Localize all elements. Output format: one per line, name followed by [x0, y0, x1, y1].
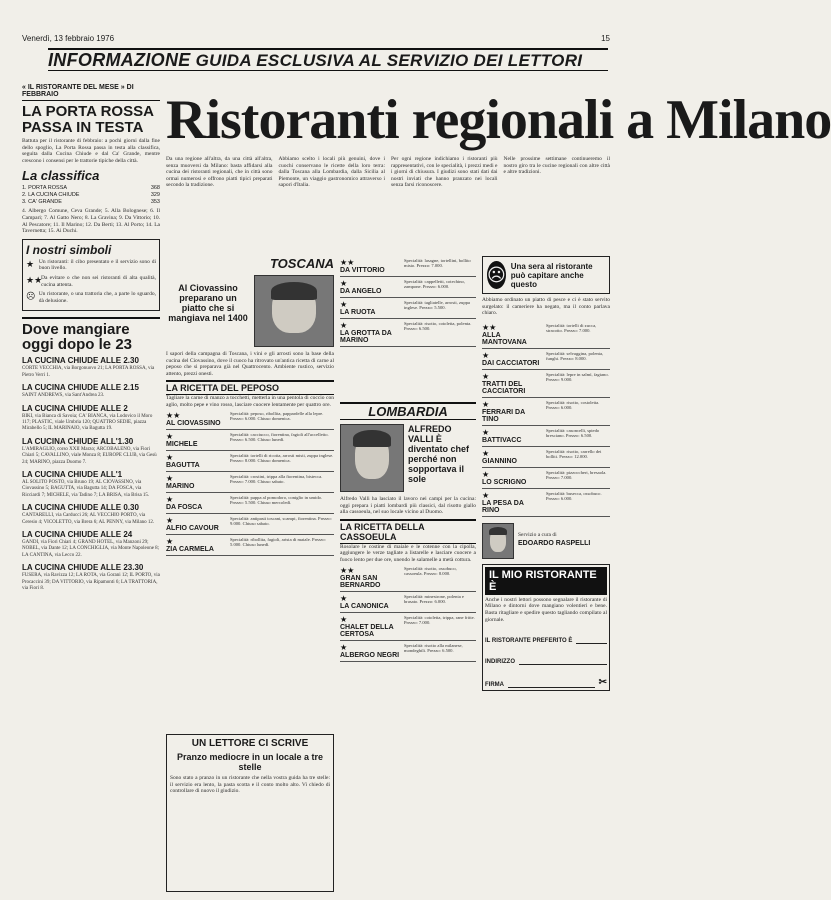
- restaurant-entry: ★★ AL CIOVASSINO Specialità: peposo, ribollita, pappardelle alla lepre. Prezzo: 6.000. Chiuso domenica.: [166, 409, 334, 430]
- lettore-title: UN LETTORE CI SCRIVE: [191, 738, 309, 749]
- restaurant-entry: ★ MICHELE Specialità: cacciucco, fiorentina, fagioli all'uccelletto. Prezzo: 6.500. Chiuso lunedì.: [166, 430, 334, 451]
- restaurant-entry: ★ MARINO Specialità: crostini, trippa alla fiorentina, bistecca. Prezzo: 7.000. Chiuso sabato.: [166, 472, 334, 493]
- group-entries: CORTE VECCHIA, via Borgonuovo 21; LA PORTA ROSSA, via Pietro Verri 1.: [22, 366, 155, 378]
- group-entries: GANDI, via Fiori Chiari 4; GRAND HOTEL, via Manzoni 29; NOBEL, via Dante 12; LA CONCHIGLIA, via Monte Napoleone 8; LA CANTINA, via Lecco 22.: [22, 540, 160, 558]
- mio-body: Anche i nostri lettori possono segnalare il ristorante di Milano e dintorni dove mangiano volentieri e bene. Basta ritagliare e spedire questo tagliando compilato al giornale.: [485, 596, 607, 623]
- rating-stars-icon: ★: [166, 515, 174, 525]
- rating-stars-icon: ★: [340, 321, 348, 330]
- group-title: LA CUCINA CHIUDE ALLE 0.30: [22, 503, 139, 513]
- sad-face-icon: ☹: [487, 261, 506, 289]
- intro-col: Nelle prossime settimane continueremo il nostro giro tra le cucine regionali con altre città e altre tradizioni.: [503, 156, 610, 176]
- restaurant-entry: ★★ ALLA MANTOVANA Specialità: tortelli di zucca, stracotto. Prezzo: 7.000.: [482, 321, 610, 349]
- restaurant-entry: ★ DA FOSCA Specialità: pappa al pomodoro, coniglio in umido. Prezzo: 5.500. Chiuso mercoledì.: [166, 493, 334, 514]
- toscana-body: I sapori della campagna di Toscana, i vini e gli arrosti sono la base della cucina del Ciovassino, dove il cuoco ha ritrovato un'antica ricetta di carne al peposo che si preparava già nel Quattrocento. Ambiente rustico, servizio attento, prezzi onesti.: [166, 351, 334, 377]
- symbol-row: ★ Un ristoranti: il cibo presentato e il servizio sono di buon livello.: [26, 258, 156, 272]
- rating-stars-icon: ★: [482, 371, 490, 381]
- scissors-icon: ✂: [598, 677, 607, 689]
- group-title: LA CUCINA CHIUDE ALL'1.30: [22, 436, 134, 446]
- header-guida: GUIDA ESCLUSIVA AL SERVIZIO DEI LETTORI: [195, 51, 583, 70]
- rating-stars-icon: ★: [340, 593, 348, 603]
- ranking-row: 2. LA CUCINA CHIUDE 329: [22, 192, 160, 199]
- sad-face-icon: ☹: [26, 291, 36, 302]
- peposo-title: LA RICETTA DEL PEPOSO: [166, 380, 334, 395]
- coupon-box: [482, 564, 610, 691]
- restaurant-entry: ★ LA CANONICA Specialità: minestrone, polenta e brasato. Prezzo: 6.000.: [340, 592, 476, 613]
- rating-stars-icon: ★: [340, 614, 348, 624]
- restaurant-entry: ★ DAI CACCIATORI Specialità: selvaggina, polenta, funghi. Prezzo: 8.000.: [482, 349, 610, 370]
- restaurant-entry: ★ CHALET DELLA CERTOSA Specialità: cotoletta, trippa, rane fritte. Prezzo: 7.000.: [340, 613, 476, 641]
- toscana-list: [166, 409, 334, 556]
- restaurant-entry: ★★ GRAN SAN BERNARDO Specialità: risotto, ossobuco, cassoeula. Prezzo: 8.000.: [340, 564, 476, 592]
- rating-stars-icon: ★: [482, 399, 490, 409]
- rating-stars-icon: ★: [166, 494, 174, 504]
- porta-headline: LA PORTA ROSSA PASSA IN TESTA: [22, 103, 154, 136]
- firma-field[interactable]: FIRMA ✂: [485, 677, 607, 689]
- group-title: LA CUCINA CHIUDE ALLE 2.30: [22, 356, 139, 366]
- restaurant-entry: ★ LA PESA DA RINO Specialità: busecca, ossobuco. Prezzo: 6.000.: [482, 489, 610, 517]
- servizio-credit: [482, 523, 610, 559]
- rating-stars-icon: ★: [166, 473, 174, 483]
- dove-mangiare-title: Dove mangiare oggi dopo le 23: [22, 317, 160, 352]
- restaurant-entry: ★ LO SCRIGNO Specialità: pizzoccheri, bresaola. Prezzo: 7.000.: [482, 468, 610, 489]
- indirizzo-field[interactable]: INDIRIZZO: [485, 656, 607, 665]
- sera-title: Una sera al ristorante può capitare anche questo: [510, 261, 593, 289]
- restaurant-entry: ★★ DA VITTORIO Specialità: lasagne, tortellini, bollito misto. Prezzo: 7.000.: [340, 256, 476, 277]
- rating-stars-icon: ★: [482, 350, 490, 360]
- rating-stars-icon: ★: [482, 448, 490, 458]
- group-title: LA CUCINA CHIUDE ALLE 2.15: [22, 383, 139, 393]
- rating-stars-icon: ★★: [482, 322, 497, 332]
- right-column: [482, 256, 610, 888]
- middle-list: [340, 256, 476, 396]
- rating-stars-icon: ★: [340, 642, 348, 652]
- restaurant-entry: ★ FERRARI DA TINO Specialità: risotto, costoletta. Prezzo: 6.000.: [482, 398, 610, 426]
- toscana-title: TOSCANA: [269, 256, 334, 271]
- ranking-row: 3. CA' GRANDE 353: [22, 199, 160, 206]
- lombardia-body: Alfredo Valli ha lasciato il lavoro nei campi per la cucina: oggi prepara i piatti lombardi più classici, dal risotto giallo alla cassoeula, nel suo locale vicino al Duomo.: [340, 496, 476, 516]
- rating-stars-icon: ★: [166, 536, 174, 546]
- month-kicker: « IL RISTORANTE DEL MESE » DI FEBBRAIO: [22, 84, 160, 101]
- intro-col: Abbiamo scelto i locali più genuini, dove i cuochi conservano le ricette della loro terra: dalla Toscana alla Lombardia, dalla Sicilia al Piemonte, un viaggio gastronomico attraverso i sapori d'Italia.: [278, 156, 385, 189]
- lettore-body: Sono stato a pranzo in un ristorante che nella vostra guida ha tre stelle: il servizio era lento, la pasta scotta e il conto molto alto. Vi chiedo di controllare di nuovo il giudizio.: [170, 775, 330, 795]
- restaurant-entry: ★ TRATTI DEL CACCIATORI Specialità: lepre in salmì, fagiano. Prezzo: 9.000.: [482, 370, 610, 398]
- porta-body: Battuta per il ristorante di febbraio: a pochi giorni dalla fine dello spoglio, La Porta Rossa passa in testa alla classifica, seguita dalla Cucina Chiude e dal Ca' Grande, mentre crescono i consensi per le trattorie tipiche della città.: [22, 138, 160, 164]
- preferito-field[interactable]: IL RISTORANTE PREFERITO È: [485, 635, 607, 644]
- restaurant-entry: ★ DA ANGELO Specialità: cappelletti, cotechino, zampone. Prezzo: 6.000.: [340, 277, 476, 298]
- two-stars-icon: ★★: [26, 274, 43, 285]
- group-entries: FUSERA, via Ravizza 12; LA ROTA, via Gorani 12; IL PORTO, via Procaccini 39; DA VITTORIO, via Ripamonti 6; LA TRATTORIA, via Fiori 8.: [22, 573, 160, 592]
- restaurant-entry: ★ BAGUTTA Specialità: tortelli di ricotta, arrosti misti, zuppa inglese. Prezzo: 8.000. Chiuso domenica.: [166, 451, 334, 472]
- toscana-section: [166, 256, 334, 726]
- lombardia-feature: [340, 424, 476, 492]
- symbol-row: ☹ Un ristorante, o una trattoria che, a parte lo sguardo, dà delusione.: [26, 291, 156, 304]
- peposo-body: Tagliare la carne di manzo a tocchetti, metterla in una pentola di coccio con aglio, molto pepe e vino rosso, lasciare cuocere lentamente per quattro ore.: [166, 395, 334, 408]
- lombardia-title: LOMBARDIA: [340, 402, 476, 420]
- symbol-row: ★★ Da evitare o che non sei ristoranti di alta qualità, cucina attenta.: [26, 274, 156, 288]
- mio-title: IL MIO RISTORANTE È: [485, 567, 607, 595]
- date-line: [22, 34, 610, 46]
- restaurant-entry: ★ LA GROTTA DA MARINO Specialità: risotto, cotoletta, polenta. Prezzo: 6.500.: [340, 319, 476, 347]
- group-entries: L'AMIRAGLIO, corso XXII Marzo; ARCOBALENO, via Fiori Chiari 5; CAVALLINO, viale Monza 8; EUROPE CLUB, via Gesù 24; MARINO, piazza Duomo 7.: [22, 446, 157, 465]
- left-column: [22, 84, 160, 888]
- chef-photo: [254, 275, 334, 347]
- servizio-line1: Servizio a cura di: [518, 532, 557, 539]
- group-entries: BIKI, via Bianca di Savoia; CA' BIANCA, via Lodovico il Moro 117; PLASTIC, viale Umbria 120; QUATTRO SEDIE, piazza Mirabello 5; IL MARINAIO, via Bagutta 19.: [22, 413, 153, 432]
- rating-stars-icon: ★: [340, 300, 348, 309]
- restaurant-entry: ★ GIANNINO Specialità: risotto, carrello dei bolliti. Prezzo: 12.000.: [482, 447, 610, 468]
- page-number: 15: [601, 34, 610, 43]
- group-title: LA CUCINA CHIUDE ALLE 24: [22, 530, 133, 539]
- classifica-title: La classifica: [22, 168, 100, 184]
- section-header: [48, 48, 608, 71]
- intro-col: Per ogni regione indichiamo i ristoranti più rappresentativi, con le specialità, i prezzi medi e i giorni di chiusura. I giudizi sono stati dati dai nostri inviati che hanno pranzato nei locali senza farsi riconoscere.: [391, 156, 498, 189]
- sera-body: Abbiamo ordinato un piatto di pesce e ci è stato servito surgelato: il cameriere ha negato, ma il conto parlava chiaro.: [482, 297, 610, 317]
- cassoeula-title: LA RICETTA DELLA CASSOEULA: [340, 519, 476, 544]
- right-list: [482, 321, 610, 517]
- star-icon: ★: [26, 258, 35, 269]
- restaurant-entry: ★ LA RUOTA Specialità: tagliatelle, arrosti, zuppa inglese. Prezzo: 5.500.: [340, 298, 476, 319]
- servizio-author: EDOARDO RASPELLI: [518, 540, 591, 548]
- cassoeula-body: Rosolare le costine di maiale e le cotenne con la cipolla, aggiungere le verze tagliate a listarelle e lasciare cuocere a fuoco lento per due ore, unendo le salamelle a metà cottura.: [340, 543, 476, 563]
- main-headline: Ristoranti regionali a Milano: [166, 89, 831, 151]
- group-title: LA CUCINA CHIUDE ALL'1: [22, 469, 123, 479]
- group-entries: CANTARELLI, via Carducci 26; AL VECCHIO PORTO, via Ceresio 4; VICOLETTO, via Brera 6; AL PENNY, via Milano 12.: [22, 513, 155, 525]
- rating-stars-icon: ★: [166, 431, 174, 441]
- intro-columns: [166, 156, 610, 252]
- chef-photo: [340, 424, 404, 492]
- lombardia-caption: ALFREDO VALLI È diventato chef perché non sopportava il sole: [408, 424, 470, 484]
- restaurant-entry: ★ BATTIVACC Specialità: casoncelli, spiedo bresciano. Prezzo: 6.500.: [482, 426, 610, 447]
- restaurant-entry: ★ ALBERGO NEGRI Specialità: risotto alla milanese, mondeghili. Prezzo: 6.500.: [340, 641, 476, 662]
- toscana-feature: [166, 275, 334, 347]
- intro-col: Da una regione all'altra, da una città all'altra, senza muoversi da Milano: basta affidarsi alla cucina dei ristoranti regionali, che in città sono ormai numerosi e offrono piatti tipici preparati secondo la tradizione.: [166, 156, 273, 189]
- rating-stars-icon: ★: [166, 452, 174, 462]
- date-text: Venerdì, 13 febbraio 1976: [22, 34, 115, 43]
- lombardia-section: [340, 402, 476, 888]
- group-entries: AL SOLITO POSTO, via Bruno 19; AL CIOVASSINO, via Ciovassino 5; BAGUTTA, via Bagutta 14; DA FOSCA, via Ricciardi 7; MICHELE, via Tadino 7; LA BRISA, via Brisa 15.: [22, 479, 150, 498]
- lettore-subtitle: Pranzo mediocre in un locale a tre stelle: [176, 752, 324, 772]
- restaurant-entry: ★ ZIA CARMELA Specialità: ribollita, fagioli, arista di maiale. Prezzo: 5.000. Chiuso lunedì.: [166, 535, 334, 556]
- rating-stars-icon: ★★: [340, 565, 355, 575]
- group-title: LA CUCINA CHIUDE ALLE 2: [22, 403, 128, 413]
- symbols-box: [22, 239, 160, 312]
- toscana-caption: Al Ciovassino preparano un piatto che si mangiava nel 1400: [168, 283, 248, 323]
- group-entries: SAINT ANDREWS, via Sant'Andrea 23.: [22, 393, 105, 399]
- ranking-row: 1. PORTA ROSSA 368: [22, 185, 160, 192]
- group-title: LA CUCINA CHIUDE ALLE 23.30: [22, 563, 144, 573]
- simboli-title: I nostri simboli: [26, 242, 112, 257]
- ranking-body: 4. Albergo Comune, Ceva Grande; 5. Alla Bolognese; 6. Il Campari; 7. Al Gatto Nero; 8. La Gravina; 9. Da Vittorio; 10. Al Pescatore; 11. Il Marino; 12. Da Berti; 13. Al Porto; 14. La Tavernetta; 15. Ai Duchi.: [22, 208, 160, 235]
- rating-stars-icon: ★: [340, 279, 348, 288]
- rating-stars-icon: ★: [482, 469, 490, 479]
- rating-stars-icon: ★: [482, 490, 490, 500]
- header-informazione: INFORMAZIONE: [48, 50, 191, 70]
- ranking-list: [22, 185, 160, 206]
- author-photo: [482, 523, 514, 559]
- rating-stars-icon: ★★: [166, 410, 181, 420]
- rating-stars-icon: ★★: [340, 258, 355, 267]
- sera-box: [482, 256, 610, 294]
- lettore-box: [166, 734, 334, 892]
- rating-stars-icon: ★: [482, 427, 490, 437]
- restaurant-entry: ★ ALFIO CAVOUR Specialità: antipasti toscani, scampi, fiorentina. Prezzo: 9.000. Chiuso sabato.: [166, 514, 334, 535]
